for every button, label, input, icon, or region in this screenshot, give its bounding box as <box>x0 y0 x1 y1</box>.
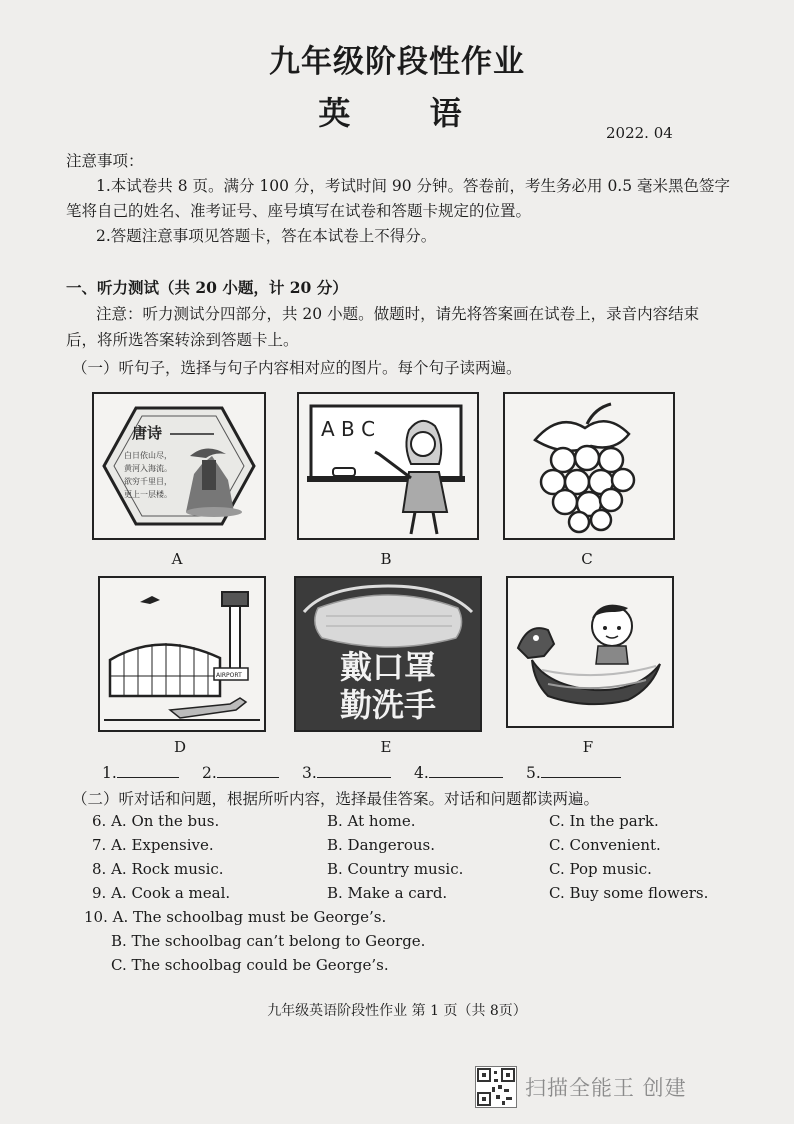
q6-option-c[interactable]: C. In the park. <box>549 812 659 830</box>
blackboard-letters: A B C <box>321 417 376 441</box>
q7-option-a[interactable]: 7. A. Expensive. <box>92 836 214 854</box>
watermark-text: 扫描全能王 创建 <box>525 1076 687 1100</box>
tang-poem-hexagon-icon <box>94 394 264 538</box>
picture-c-label: C <box>581 550 593 568</box>
poem-line-4: 更上一层楼。 <box>124 490 172 499</box>
face-mask-icon <box>296 578 480 730</box>
part-2-instruction: （二）听对话和问题，根据所听内容，选择最佳答案。对话和问题都读两遍。 <box>72 790 600 808</box>
mask-slogan-1: 戴口罩 <box>339 648 437 686</box>
section-note-2: 后，将所选答案转涂到答题卡上。 <box>66 331 299 349</box>
notice-line-1: 1.本试卷共 8 页。满分 100 分，考试时间 90 分钟。答卷前，考生务必用 0.5 毫米黑色签字 <box>96 177 731 195</box>
picture-f <box>506 576 674 728</box>
picture-d-label: D <box>173 738 187 756</box>
picture-f-label: F <box>582 738 594 756</box>
q6-option-a[interactable]: 6. A. On the bus. <box>92 812 220 830</box>
notice-heading: 注意事项： <box>66 152 144 170</box>
picture-e-label: E <box>380 738 392 756</box>
page-footer: 九年级英语阶段性作业 第 1 页（共 8页） <box>267 1003 527 1019</box>
q10-option-c[interactable]: C. The schoolbag could be George’s. <box>111 956 389 974</box>
poem-line-1: 白日依山尽， <box>124 451 172 460</box>
part-1-instruction: （一）听句子，选择与句子内容相对应的图片。每个句子读两遍。 <box>72 359 522 377</box>
qr-code-icon <box>475 1066 517 1108</box>
subject-title: 英 语 <box>318 94 496 132</box>
picture-c <box>503 392 675 540</box>
dragon-boat-icon <box>508 578 672 726</box>
answer-blank-1[interactable]: 1. <box>102 760 179 786</box>
notice-line-1b: 笔将自己的姓名、准考证号、座号填写在试卷和答题卡规定的位置。 <box>66 202 532 220</box>
poem-line-2: 黄河入海流。 <box>124 464 172 473</box>
section-note-1: 注意：听力测试分四部分，共 20 小题。做题时，请先将答案画在试卷上，录音内容结束 <box>96 305 700 323</box>
q9-option-a[interactable]: 9. A. Cook a meal. <box>92 884 231 902</box>
exam-date: 2022. 04 <box>606 124 673 142</box>
q10-option-b[interactable]: B. The schoolbag can’t belong to George. <box>111 932 426 950</box>
picture-e <box>294 576 482 732</box>
scanner-watermark <box>475 1066 687 1108</box>
picture-a-label: A <box>171 550 183 568</box>
q7-option-b[interactable]: B. Dangerous. <box>327 836 435 854</box>
picture-a <box>92 392 266 540</box>
q7-option-c[interactable]: C. Convenient. <box>549 836 661 854</box>
poem-line-3: 欲穷千里目， <box>124 477 172 486</box>
q8-option-b[interactable]: B. Country music. <box>327 860 464 878</box>
q10-option-a[interactable]: 10. A. The schoolbag must be George’s. <box>84 908 387 926</box>
section-heading: 一、听力测试（共 20 小题，计 20 分） <box>66 278 348 297</box>
q9-option-c[interactable]: C. Buy some flowers. <box>549 884 709 902</box>
picture-d <box>98 576 266 732</box>
mask-slogan-2: 勤洗手 <box>339 686 437 724</box>
teacher-blackboard-icon <box>299 394 477 538</box>
picture-b-label: B <box>380 550 392 568</box>
q9-option-b[interactable]: B. Make a card. <box>327 884 448 902</box>
notice-line-2: 2.答题注意事项见答题卡，答在本试卷上不得分。 <box>96 227 437 245</box>
q8-option-a[interactable]: 8. A. Rock music. <box>92 860 224 878</box>
answer-blank-5[interactable]: 5. <box>526 760 621 786</box>
picture-b <box>297 392 479 540</box>
answer-blank-3[interactable]: 3. <box>302 760 391 786</box>
airport-sign: AIRPORT <box>216 672 242 679</box>
q8-option-c[interactable]: C. Pop music. <box>549 860 652 878</box>
poem-title: 唐诗 <box>132 424 163 442</box>
exam-title: 九年级阶段性作业 <box>269 44 525 80</box>
answer-blank-2[interactable]: 2. <box>202 760 279 786</box>
q6-option-b[interactable]: B. At home. <box>327 812 416 830</box>
grapes-icon <box>505 394 673 538</box>
answer-blank-4[interactable]: 4. <box>414 760 503 786</box>
airport-icon <box>100 578 264 730</box>
